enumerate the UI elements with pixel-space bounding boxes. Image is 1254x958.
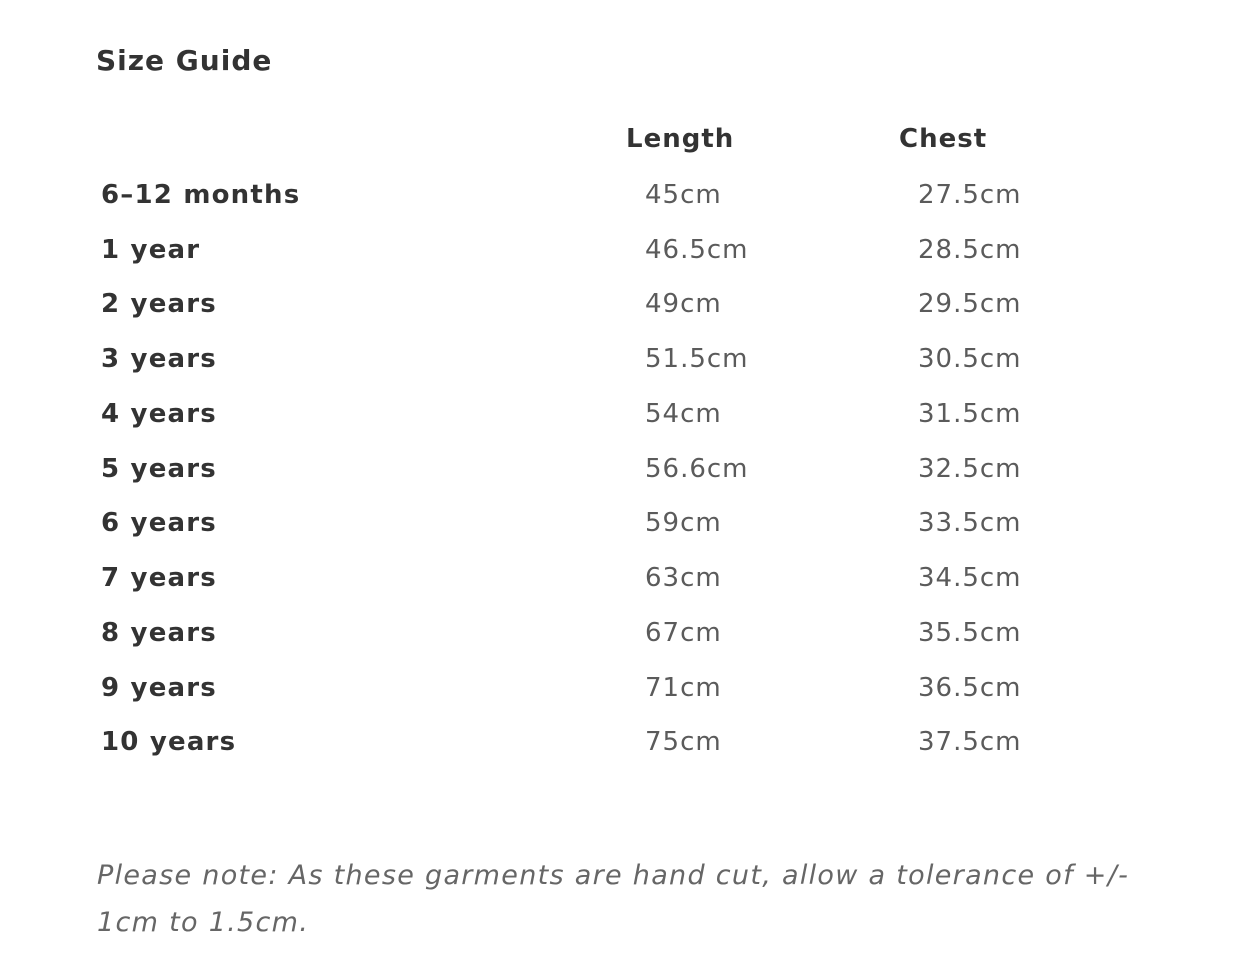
size-label: 9 years — [101, 673, 217, 703]
table-row — [0, 235, 1254, 275]
length-value: 75cm — [645, 727, 722, 757]
chest-value: 32.5cm — [918, 454, 1022, 484]
chest-value: 31.5cm — [918, 399, 1022, 429]
column-header-length: Length — [626, 124, 735, 154]
length-value: 46.5cm — [645, 235, 749, 265]
table-row — [0, 289, 1254, 329]
length-value: 59cm — [645, 508, 722, 538]
length-value: 67cm — [645, 618, 722, 648]
chest-value: 30.5cm — [918, 344, 1022, 374]
size-label: 8 years — [101, 618, 217, 648]
chest-value: 37.5cm — [918, 727, 1022, 757]
page-title: Size Guide — [96, 44, 273, 77]
table-row — [0, 508, 1254, 548]
length-value: 54cm — [645, 399, 722, 429]
chest-value: 35.5cm — [918, 618, 1022, 648]
size-label: 6 years — [101, 508, 217, 538]
table-row — [0, 563, 1254, 603]
table-row — [0, 180, 1254, 220]
chest-value: 27.5cm — [918, 180, 1022, 210]
size-label: 4 years — [101, 399, 217, 429]
size-label: 6–12 months — [101, 180, 301, 210]
chest-value: 28.5cm — [918, 235, 1022, 265]
column-header-chest: Chest — [899, 124, 988, 154]
chest-value: 34.5cm — [918, 563, 1022, 593]
chest-value: 36.5cm — [918, 673, 1022, 703]
size-label: 2 years — [101, 289, 217, 319]
chest-value: 33.5cm — [918, 508, 1022, 538]
table-row — [0, 727, 1254, 767]
length-value: 56.6cm — [645, 454, 749, 484]
table-row — [0, 344, 1254, 384]
table-row — [0, 618, 1254, 658]
length-value: 63cm — [645, 563, 722, 593]
size-label: 10 years — [101, 727, 237, 757]
table-row — [0, 673, 1254, 713]
chest-value: 29.5cm — [918, 289, 1022, 319]
length-value: 51.5cm — [645, 344, 749, 374]
size-label: 7 years — [101, 563, 217, 593]
tolerance-note: Please note: As these garments are hand cut, allow a tolerance of +/- 1cm to 1.5cm. — [97, 860, 1130, 938]
length-value: 49cm — [645, 289, 722, 319]
size-label: 5 years — [101, 454, 217, 484]
length-value: 45cm — [645, 180, 722, 210]
size-label: 1 year — [101, 235, 201, 265]
size-label: 3 years — [101, 344, 217, 374]
table-row — [0, 399, 1254, 439]
table-row — [0, 454, 1254, 494]
length-value: 71cm — [645, 673, 722, 703]
